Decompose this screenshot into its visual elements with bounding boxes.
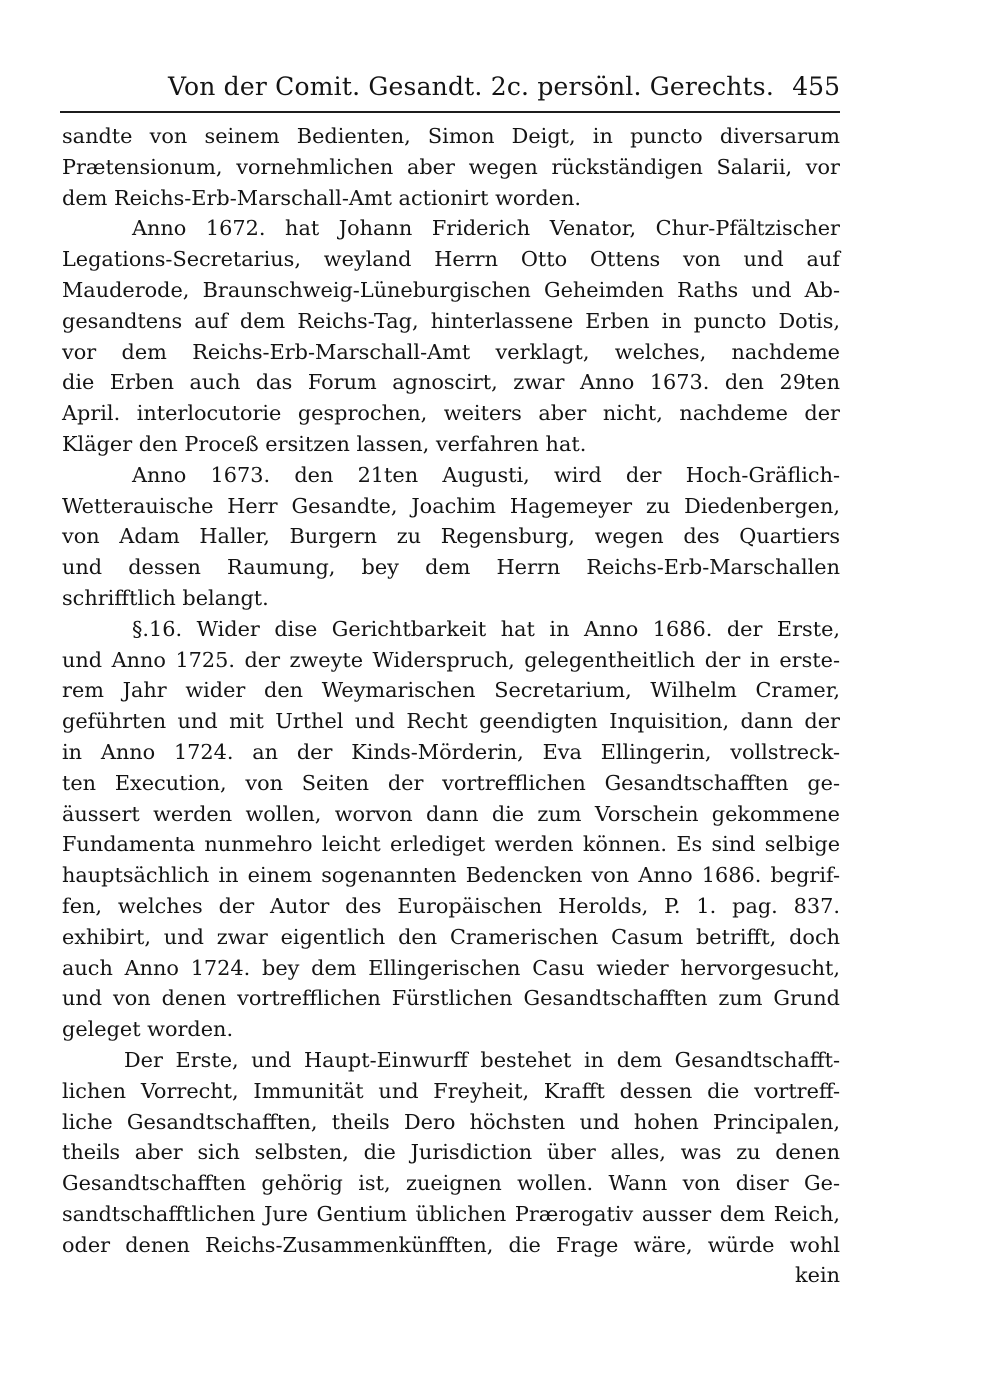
text-line: und von denen vortrefflichen Fürstlichen Gesandtschafften zum Grund — [62, 986, 840, 1011]
text-line: hauptsächlich in einem sogenannten Bedencken von Anno 1686. begrif- — [62, 863, 840, 888]
text-line: schrifftlich belangt. — [62, 585, 269, 610]
text-line: sandte von seinem Bedienten, Simon Deigt, in puncto diversarum — [62, 124, 840, 148]
text-line: theils aber sich selbsten, die Jurisdiction über alles, was zu denen — [62, 1140, 840, 1165]
text-line: oder denen Reichs-Zusammenkünfften, die Frage wäre, würde wohl — [62, 1232, 840, 1257]
text-line: Fundamenta nunmehro leicht erlediget werden können. Es sind selbige — [62, 832, 840, 857]
text-line: geleget worden. — [62, 1017, 234, 1042]
header-rule — [60, 111, 840, 113]
text-line: in Anno 1724. an der Kinds-Mörderin, Eva Ellingerin, vollstreck- — [62, 739, 840, 764]
text-line: die Erben auch das Forum agnoscirt, zwar Anno 1673. den 29ten — [62, 370, 840, 395]
text-line: Wetterauische Herr Gesandte, Joachim Hagemeyer zu Diedenbergen, — [62, 493, 840, 518]
page-number: 455 — [792, 72, 840, 101]
text-line: sandtschafftlichen Jure Gentium üblichen Prærogativ ausser dem Reich, — [62, 1201, 840, 1226]
text-line: lichen Vorrecht, Immunität und Freyheit, Krafft dessen die vortreff- — [62, 1078, 840, 1103]
text-line: und dessen Raumung, bey dem Herrn Reichs-Erb-Marschallen — [62, 555, 840, 580]
text-line: dem Reichs-Erb-Marschall-Amt actionirt worden. — [62, 185, 581, 210]
text-line: rem Jahr wider den Weymarischen Secretarium, Wilhelm Cramer, — [62, 678, 840, 703]
text-line: Prætensionum, vornehmlichen aber wegen rückständigen Salarii, vor — [62, 154, 840, 179]
text-line: fen, welches der Autor des Europäischen Herolds, P. 1. pag. 837. — [62, 893, 840, 918]
text-line: auch Anno 1724. bey dem Ellingerischen Casu wieder hervorgesucht, — [62, 955, 840, 980]
text-line: gesandtens auf dem Reichs-Tag, hinterlassene Erben in puncto Dotis, — [62, 308, 840, 333]
page-header — [168, 64, 840, 114]
text-line: vor dem Reichs-Erb-Marschall-Amt verklagt, welches, nachdeme — [62, 339, 840, 364]
text-line: Der Erste, und Haupt-Einwurff bestehet in dem Gesandtschafft- — [124, 1047, 840, 1072]
text-line: Gesandtschafften gehörig ist, zueignen wollen. Wann von diser Ge- — [62, 1171, 840, 1196]
text-line: von Adam Haller, Burgern zu Regensburg, wegen des Quartiers — [62, 524, 840, 549]
text-line: Kläger den Proceß ersitzen lassen, verfahren hat. — [62, 431, 587, 456]
text-line: Anno 1672. hat Johann Friderich Venator, Chur-Pfältzischer — [132, 216, 840, 241]
catchword: kein — [795, 1263, 840, 1288]
text-line: geführten und mit Urthel und Recht geendigten Inquisition, dann der — [62, 709, 840, 734]
text-line: exhibirt, und zwar eigentlich den Cramerischen Casum betrifft, doch — [62, 924, 840, 949]
text-line: April. interlocutorie gesprochen, weiters aber nicht, nachdeme der — [62, 401, 840, 426]
text-line: §.16. Wider dise Gerichtbarkeit hat in Anno 1686. der Erste, — [132, 616, 840, 641]
text-line: ten Execution, von Seiten der vortrefflichen Gesandtschafften ge- — [62, 770, 840, 795]
text-line: Legations-Secretarius, weyland Herrn Otto Ottens von und auf — [62, 247, 840, 272]
text-line: und Anno 1725. der zweyte Widerspruch, gelegentheitlich der in erste- — [62, 647, 840, 672]
body-text — [62, 121, 840, 1291]
text-line: liche Gesandtschafften, theils Dero höchsten und hohen Principalen, — [62, 1109, 840, 1134]
text-line: äussert werden wollen, worvon dann die zum Vorschein gekommene — [62, 801, 840, 826]
text-line: Anno 1673. den 21ten Augusti, wird der Hoch-Gräflich- — [132, 462, 840, 487]
running-head: Von der Comit. Gesandt. 2c. persönl. Gerechts. — [168, 72, 774, 101]
text-line: Mauderode, Braunschweig-Lüneburgischen Geheimden Raths und Ab- — [62, 277, 840, 302]
